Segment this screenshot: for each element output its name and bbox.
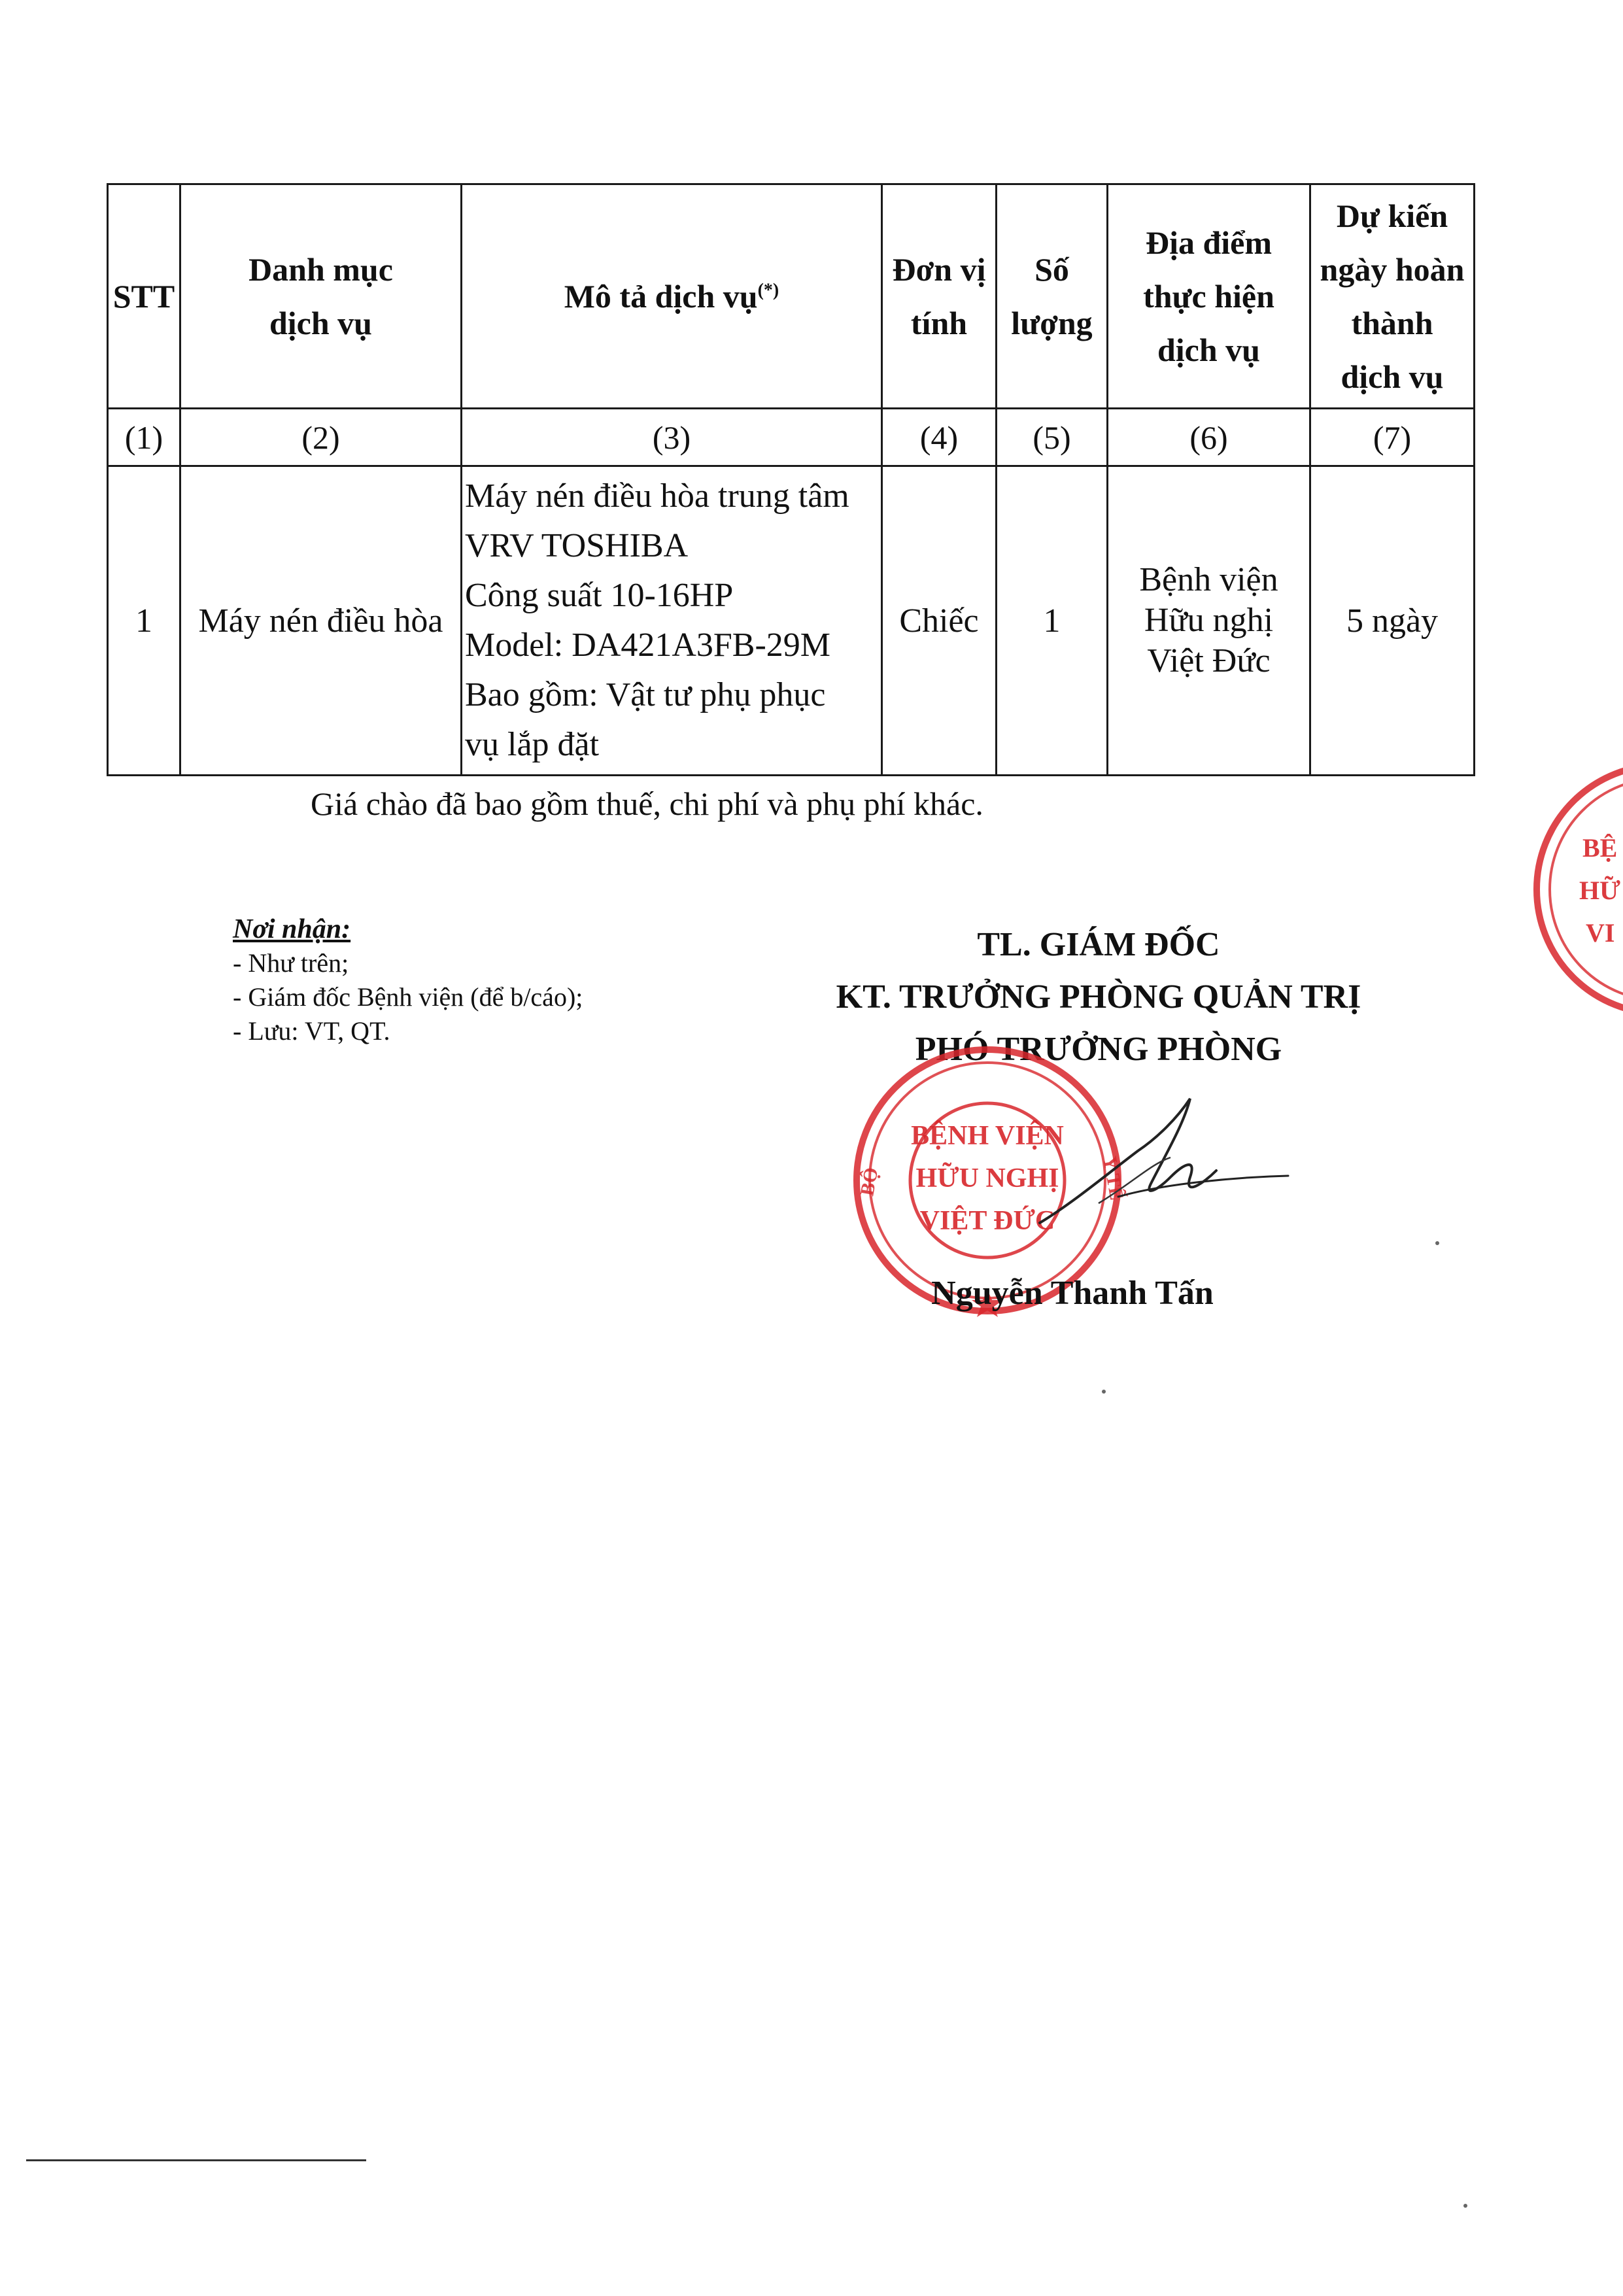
partial-seal-line3: VI (1586, 918, 1615, 948)
cell-category: Máy nén điều hòa (180, 466, 462, 776)
handwritten-signature-icon (1020, 1086, 1295, 1249)
service-table (107, 183, 1475, 776)
signature-line-2: KT. TRƯỞNG PHÒNG QUẢN TRỊ (836, 978, 1361, 1016)
signature-line-3: PHÓ TRƯỞNG PHÒNG (915, 1031, 1282, 1068)
seal-text-line3: VIỆT ĐỨC (919, 1206, 1055, 1236)
column-number: (6) (1108, 409, 1310, 466)
seal-text-line1: BỆNH VIỆN (911, 1121, 1064, 1151)
recipient-item: - Giám đốc Bệnh viện (để b/cáo); (233, 982, 583, 1012)
column-number: (5) (997, 409, 1108, 466)
partial-seal-stamp (1517, 745, 1623, 1033)
column-number: (7) (1310, 409, 1475, 466)
header-eta: Dự kiến ngày hoàn thành dịch vụ (1310, 184, 1475, 409)
column-number-row (108, 409, 1475, 466)
recipients-title: Nơi nhận: (233, 914, 351, 944)
header-category: Danh mục dịch vụ (180, 184, 462, 409)
scan-speck (1435, 1241, 1439, 1245)
cell-description: Máy nén điều hòa trung tâm VRV TOSHIBA Công suất 10-16HP Model: DA421A3FB-29M Bao gồm: Vật tư phụ phục vụ lắp đặt (462, 466, 882, 776)
cell-unit: Chiếc (882, 466, 997, 776)
seal-side-right: Y TẾ (1099, 1154, 1128, 1202)
column-number: (2) (180, 409, 462, 466)
partial-seal-line2: HỮ (1579, 876, 1620, 905)
description-footnote-mark: (*) (757, 280, 779, 301)
header-description: Mô tả dịch vụ(*) (462, 184, 882, 409)
cell-eta: 5 ngày (1310, 466, 1475, 776)
column-number: (1) (108, 409, 180, 466)
header-location: Địa điểm thực hiện dịch vụ (1108, 184, 1310, 409)
table-row (108, 466, 1475, 776)
seal-side-left: BỘ (856, 1165, 883, 1198)
scan-speck (1463, 2204, 1467, 2208)
price-note: Giá chào đã bao gồm thuế, chi phí và phụ phí khác. (311, 785, 983, 822)
column-number: (4) (882, 409, 997, 466)
cell-quantity: 1 (997, 466, 1108, 776)
footer-rule (26, 2159, 366, 2161)
column-number: (3) (462, 409, 882, 466)
header-row (108, 184, 1475, 409)
cell-location: Bệnh viện Hữu nghị Việt Đức (1108, 466, 1310, 776)
seal-text-line2: HỮU NGHỊ (915, 1163, 1059, 1193)
header-unit: Đơn vị tính (882, 184, 997, 409)
partial-seal-line1: BỆ (1582, 833, 1618, 863)
scan-speck (1102, 1390, 1106, 1394)
recipients-block (233, 912, 583, 1048)
recipient-item: - Như trên; (233, 948, 349, 978)
header-stt: STT (108, 184, 180, 409)
header-quantity: Số lượng (997, 184, 1108, 409)
signer-name: Nguyễn Thanh Tấn (931, 1275, 1214, 1312)
signature-line-1: TL. GIÁM ĐỐC (977, 926, 1220, 963)
cell-stt: 1 (108, 466, 180, 776)
recipient-item: - Lưu: VT, QT. (233, 1016, 390, 1046)
